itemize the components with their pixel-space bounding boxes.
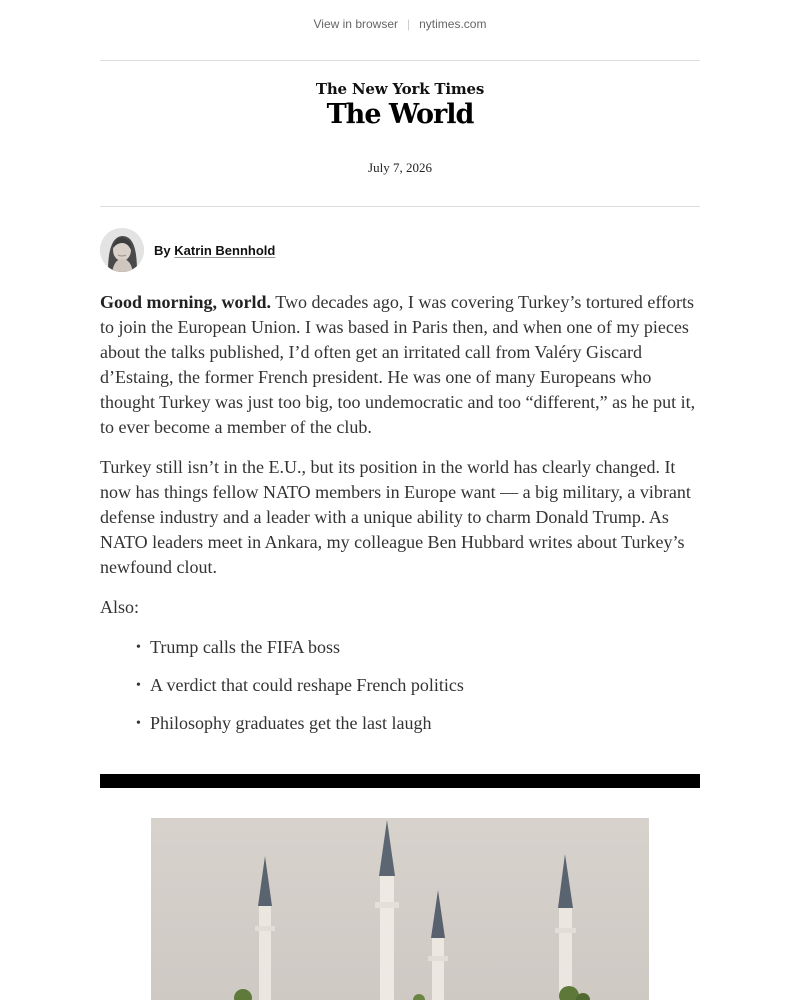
author-link[interactable]: Katrin Bennhold	[174, 242, 276, 258]
also-label: Also:	[100, 597, 140, 617]
header-divider-bottom	[100, 206, 700, 207]
view-in-browser-link[interactable]: View in browser	[313, 17, 398, 31]
newsletter-title: The World	[326, 99, 474, 130]
issue-date: July 7, 2026	[368, 160, 432, 175]
byline-text	[154, 243, 275, 258]
list-item-label: Trump calls the FIFA boss	[150, 637, 341, 657]
list-item[interactable]	[136, 711, 700, 736]
lead-in: Good morning, world.	[100, 292, 272, 312]
nytimes-link[interactable]: nytimes.com	[419, 17, 487, 31]
list-item-label: A verdict that could reshape French politics	[150, 675, 464, 695]
byline-prefix: By	[154, 242, 171, 258]
newsletter-body	[100, 290, 700, 749]
header-divider-top	[100, 60, 700, 61]
masthead	[0, 80, 800, 132]
also-list	[100, 635, 700, 736]
list-item[interactable]	[136, 635, 700, 660]
list-item-label: Philosophy graduates get the last laugh	[150, 713, 432, 733]
mosque-minarets-image	[151, 818, 649, 1000]
preheader-links	[0, 17, 800, 31]
byline	[100, 228, 275, 272]
bullet-icon: •	[136, 640, 141, 655]
link-separator: |	[407, 17, 411, 31]
nyt-logo[interactable]: The New York Times	[315, 80, 485, 98]
author-avatar	[100, 228, 144, 272]
bullet-icon: •	[136, 678, 141, 693]
list-item[interactable]	[136, 673, 700, 698]
bullet-icon: •	[136, 716, 141, 731]
intro-paragraph	[100, 290, 700, 440]
intro-text: Two decades ago, I was covering Turkey’s tortured efforts to join the European Union. I was based in Paris then, and when one of my pieces about the talks published, I’d often get an irritated call from Valéry Giscard d’Estaing, the former French president. He was one of many Europeans who thought Turkey was just too big, too undemocratic and too “different,” as he put it, to ever become a member of the club.	[100, 292, 696, 437]
second-paragraph: Turkey still isn’t in the E.U., but its position in the world has clearly changed. It now has things fellow NATO members in Europe want — a big military, a vibrant defense industry and a leader with a unique ability to charm Donald Trump. As NATO leaders meet in Ankara, my colleague Ben Hubbard writes about Turkey’s newfound clout.	[100, 457, 691, 577]
author-portrait-icon	[100, 228, 144, 272]
mosque-photo[interactable]	[151, 818, 649, 1000]
section-divider-bar	[100, 774, 700, 788]
